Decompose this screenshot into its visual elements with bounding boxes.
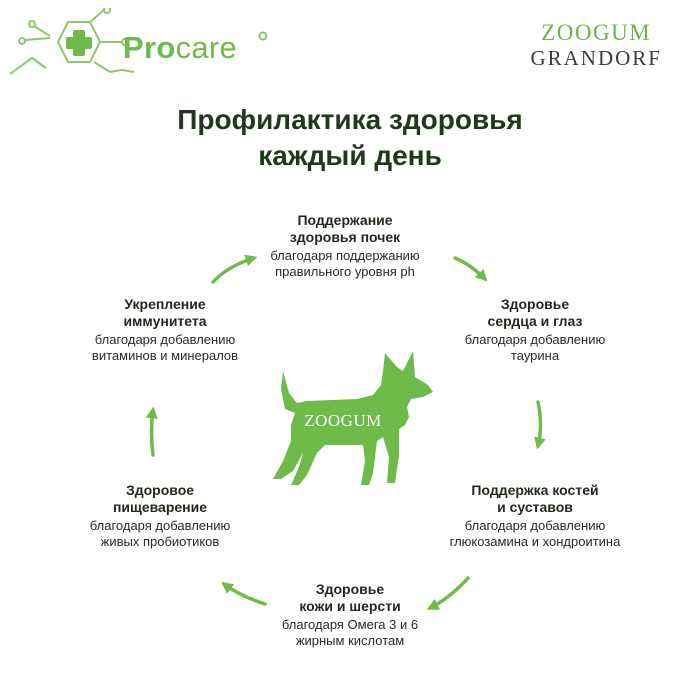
procare-logo-bold: Pro	[123, 30, 176, 65]
benefit-description: витаминов и минералов	[91, 348, 239, 363]
benefit-description: благодаря поддержанию	[270, 248, 420, 263]
dog-label: ZOOGUM	[304, 411, 382, 430]
benefit-description: благодаря Омега 3 и 6	[281, 617, 419, 632]
benefit-title: Здоровое	[125, 482, 195, 498]
benefit-description: глюкозамина и хондроитина	[449, 534, 621, 549]
benefit-title: иммунитета	[123, 313, 207, 329]
cycle-arrow-icon	[224, 584, 265, 604]
benefit-title: Здоровье	[500, 296, 570, 312]
benefit-description: благодаря добавлению	[89, 518, 231, 533]
benefit-title: Укрепление	[124, 296, 206, 312]
procare-logo-light: care	[175, 30, 238, 65]
benefit-title: сердца и глаз	[487, 313, 583, 329]
benefit-description: благодаря добавлению	[464, 518, 606, 533]
brand-line-1: ZOOGUM	[541, 20, 652, 45]
cycle-arrow-icon	[455, 258, 485, 279]
benefit-description: благодаря добавлению	[94, 332, 236, 347]
cycle-arrow-icon	[538, 402, 541, 446]
benefit-description: благодаря добавлению	[464, 332, 606, 347]
benefit-description: правильного уровня ph	[275, 264, 415, 279]
brand-line-2: GRANDORF	[530, 46, 662, 70]
benefit-title: здоровья почек	[289, 229, 401, 245]
benefit-description: живых пробиотиков	[100, 534, 220, 549]
benefit-description: таурина	[510, 348, 560, 363]
cycle-arrow-icon	[213, 258, 254, 282]
benefit-title: пищеварение	[112, 499, 208, 515]
benefit-title: Поддержка костей	[471, 482, 599, 498]
benefit-title: Здоровье	[315, 581, 385, 597]
cycle-arrow-icon	[430, 578, 468, 608]
cycle-arrow-icon	[152, 410, 154, 455]
page-title-line-1: Профилактика здоровья	[177, 104, 523, 135]
benefit-title: и суставов	[497, 499, 573, 515]
benefit-title: Поддержание	[297, 212, 393, 228]
benefit-description: жирным кислотам	[295, 633, 405, 648]
page-title-line-2: каждый день	[258, 140, 442, 171]
benefit-title: кожи и шерсти	[299, 598, 401, 614]
